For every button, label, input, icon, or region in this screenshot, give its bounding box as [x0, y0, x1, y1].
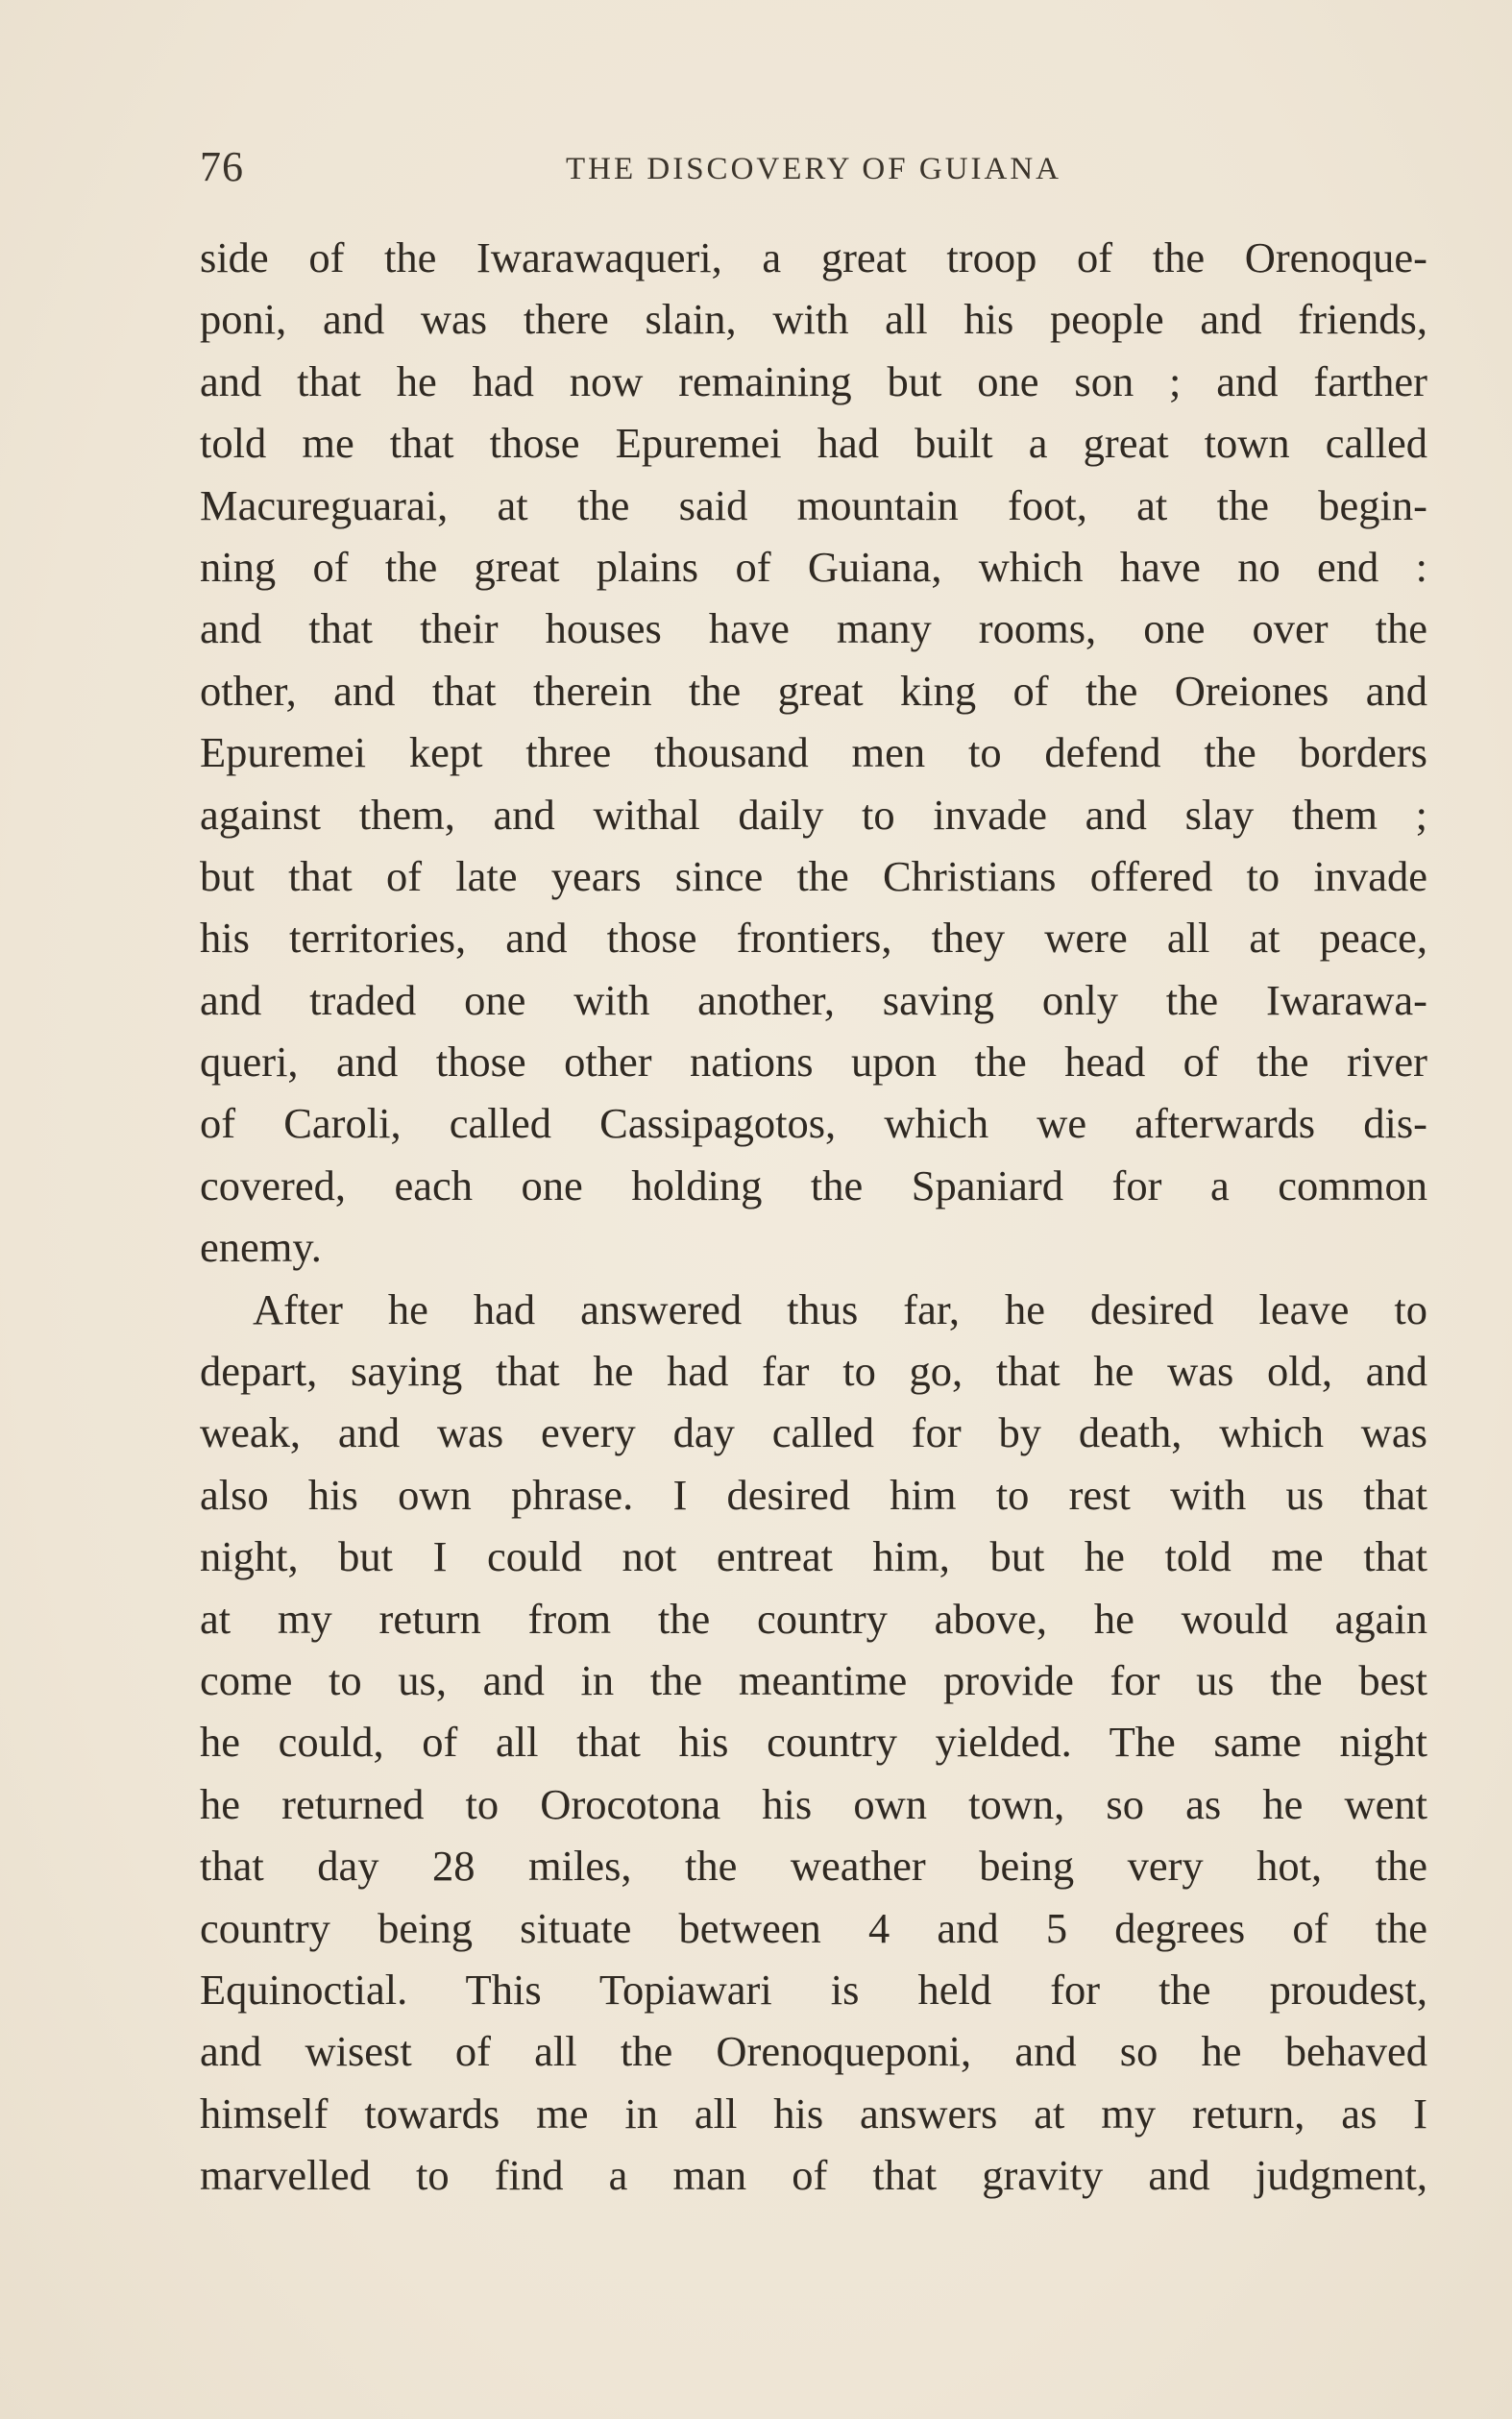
text-line: of Caroli, called Cassipagotos, which we afterwards dis-	[200, 1099, 1427, 1148]
text-line: also his own phrase. I desired him to rest with us that	[200, 1470, 1427, 1519]
text-line: Macureguarai, at the said mountain foot, at the begin-	[200, 480, 1427, 529]
running-title: THE DISCOVERY OF GUIANA	[565, 152, 1062, 186]
text-line: Epuremei kept three thousand men to defend the borders	[200, 728, 1427, 777]
text-line: Equinoctial. This Topiawari is held for the proudest,	[200, 1965, 1427, 2014]
text-line: marvelled to find a man of that gravity and judgment,	[200, 2151, 1427, 2200]
text-line: weak, and was every day called for by death, which was	[200, 1408, 1427, 1457]
running-head	[200, 142, 1427, 200]
text-line: covered, each one holding the Spaniard for a common	[200, 1161, 1427, 1210]
text-line: country being situate between 4 and 5 degrees of the	[200, 1903, 1427, 1952]
text-line: himself towards me in all his answers at my return, as I	[200, 2089, 1427, 2138]
paragraph-1	[200, 227, 1427, 1279]
text-line: against them, and withal daily to invade and slay them ;	[200, 790, 1427, 839]
text-line: depart, saying that he had far to go, that he was old, and	[200, 1347, 1427, 1396]
text-line: queri, and those other nations upon the head of the river	[200, 1038, 1427, 1087]
text-line: enemy.	[200, 1223, 322, 1272]
text-line: night, but I could not entreat him, but he told me that	[200, 1532, 1427, 1581]
text-line: and traded one with another, saving only the Iwarawa-	[200, 975, 1427, 1024]
text-line: and that he had now remaining but one son ; and farther	[200, 356, 1427, 405]
body-text	[200, 227, 1427, 2207]
text-line: at my return from the country above, he would again	[200, 1594, 1427, 1643]
text-line: After he had answered thus far, he desired leave to	[253, 1284, 1427, 1333]
text-line: he returned to Orocotona his own town, so as he went	[200, 1779, 1427, 1828]
text-line: told me that those Epuremei had built a great town called	[200, 419, 1427, 468]
text-line: and wisest of all the Orenoqueponi, and so he behaved	[200, 2027, 1427, 2076]
text-line: and that their houses have many rooms, one over the	[200, 604, 1427, 653]
text-line: other, and that therein the great king of the Oreiones and	[200, 666, 1427, 715]
text-line: that day 28 miles, the weather being very hot, the	[200, 1842, 1427, 1891]
paragraph-2	[200, 1279, 1427, 2207]
text-line: poni, and was there slain, with all his people and friends,	[200, 295, 1427, 344]
text-line: ning of the great plains of Guiana, which have no end :	[200, 542, 1427, 591]
text-line: his territories, and those frontiers, they were all at peace,	[200, 914, 1427, 963]
page-number: 76	[200, 143, 244, 190]
text-line: he could, of all that his country yielded. The same night	[200, 1718, 1427, 1767]
text-line: come to us, and in the meantime provide for us the best	[200, 1655, 1427, 1704]
text-line: side of the Iwarawaqueri, a great troop of the Orenoque-	[200, 233, 1427, 281]
text-line: but that of late years since the Christians offered to invade	[200, 851, 1427, 900]
